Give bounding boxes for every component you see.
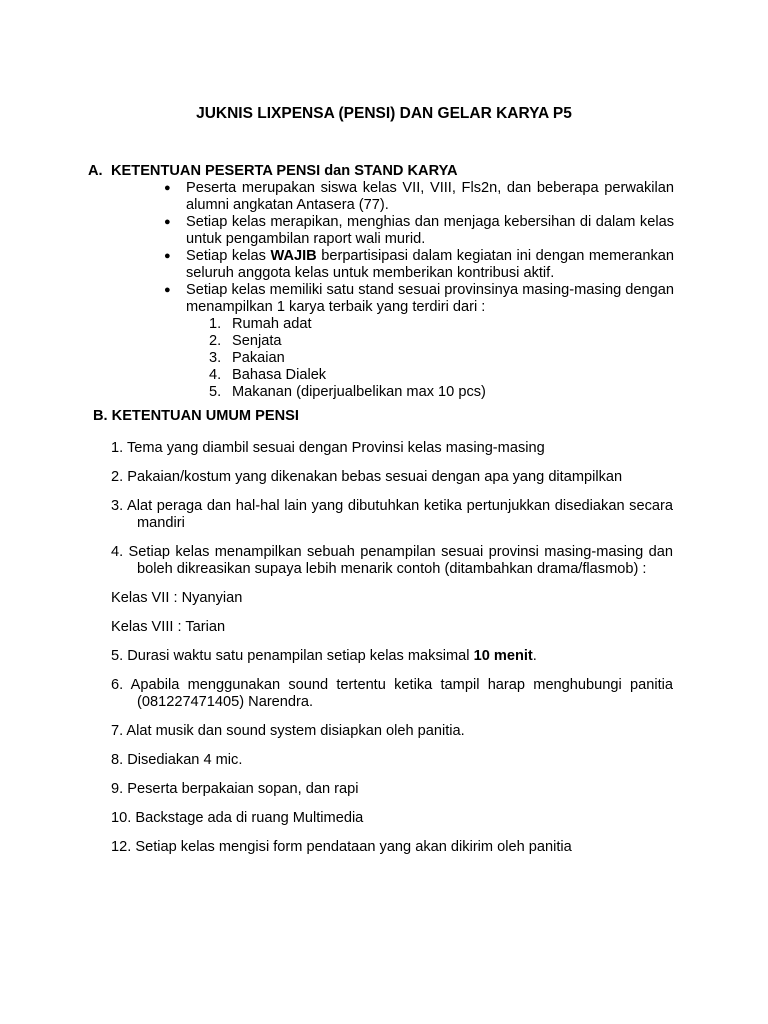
bullet-icon: ● [164, 284, 171, 296]
bullet-item [164, 282, 674, 401]
section-a-heading [88, 163, 458, 180]
rule-item [111, 648, 673, 665]
bullet-text: Setiap kelas merapikan, menghias dan menjaga kebersihan di dalam kelas untuk pengambilan raport wali murid. [186, 214, 674, 247]
bullet-icon: ● [164, 250, 171, 262]
bullet-item [164, 248, 674, 282]
section-b-item-list [111, 440, 673, 868]
section-b-heading: B. KETENTUAN UMUM PENSI [93, 408, 299, 424]
karya-item-text: Bahasa Dialek [232, 367, 327, 383]
class-performance-item: Kelas VII : Nyanyian [111, 590, 243, 606]
karya-item-text: Makanan (diperjualbelikan max 10 pcs) [232, 384, 486, 400]
bullet-text: Peserta merupakan siswa kelas VII, VIII, Fls2n, dan beberapa perwakilan alumni angkatan Antasera (77). [186, 180, 674, 213]
document-title: JUKNIS LIXPENSA (PENSI) DAN GELAR KARYA P5 [196, 105, 572, 122]
section-a-bullet-list [164, 180, 674, 401]
rule-item: 7. Alat musik dan sound system disiapkan oleh panitia. [111, 723, 465, 739]
karya-item [209, 367, 674, 384]
rule-text-emphasis: 10 menit [473, 648, 533, 664]
bullet-icon: ● [164, 182, 171, 194]
rule-text-after: . [532, 648, 537, 664]
bullet-item [164, 180, 674, 214]
karya-item [209, 316, 674, 333]
rule-item: 8. Disediakan 4 mic. [111, 752, 243, 768]
karya-item-text: Rumah adat [232, 316, 312, 332]
class-performance-item: Kelas VIII : Tarian [111, 619, 226, 635]
rule-item: 6. Apabila menggunakan sound tertentu ketika tampil harap menghubungi panitia (081227471405) Narendra. [111, 677, 673, 710]
karya-item [209, 333, 674, 350]
bullet-item [164, 214, 674, 248]
rule-item: 2. Pakaian/kostum yang dikenakan bebas sesuai dengan apa yang ditampilkan [111, 469, 623, 485]
karya-item-text: Senjata [232, 333, 282, 349]
rule-item: 1. Tema yang diambil sesuai dengan Provinsi kelas masing-masing [111, 440, 545, 456]
rule-item: 4. Setiap kelas menampilkan sebuah penampilan sesuai provinsi masing-masing dan boleh dikreasikan supaya lebih menarik contoh (ditambahkan drama/flasmob) : [111, 544, 673, 577]
karya-item-number: 3. [209, 350, 222, 366]
karya-item [209, 384, 674, 401]
bullet-text: Setiap kelas memiliki satu stand sesuai provinsinya masing-masing dengan menampilkan 1 karya terbaik yang terdiri dari : [186, 282, 674, 315]
rule-item: 10. Backstage ada di ruang Multimedia [111, 810, 364, 826]
rule-item: 12. Setiap kelas mengisi form pendataan yang akan dikirim oleh panitia [111, 839, 572, 855]
karya-item [209, 350, 674, 367]
bullet-icon: ● [164, 216, 171, 228]
section-a-letter: A. [88, 163, 103, 179]
karya-item-number: 4. [209, 367, 222, 383]
karya-item-text: Pakaian [232, 350, 285, 366]
rule-item: 3. Alat peraga dan hal-hal lain yang dibutuhkan ketika pertunjukkan disediakan secara mandiri [111, 498, 673, 531]
section-a-title: KETENTUAN PESERTA PENSI dan STAND KARYA [111, 163, 458, 179]
karya-item-number: 2. [209, 333, 222, 349]
bullet-text-after: berpartisipasi dalam kegiatan ini dengan memerankan seluruh anggota kelas untuk memberikan kontribusi aktif. [186, 248, 674, 281]
karya-item-number: 1. [209, 316, 222, 332]
rule-text-before: 5. Durasi waktu satu penampilan setiap kelas maksimal [111, 648, 474, 664]
bullet-text-emphasis: WAJIB [270, 248, 317, 264]
rule-item: 9. Peserta berpakaian sopan, dan rapi [111, 781, 359, 797]
karya-item-number: 5. [209, 384, 222, 400]
karya-list [186, 316, 674, 401]
bullet-text-before: Setiap kelas [186, 248, 271, 264]
